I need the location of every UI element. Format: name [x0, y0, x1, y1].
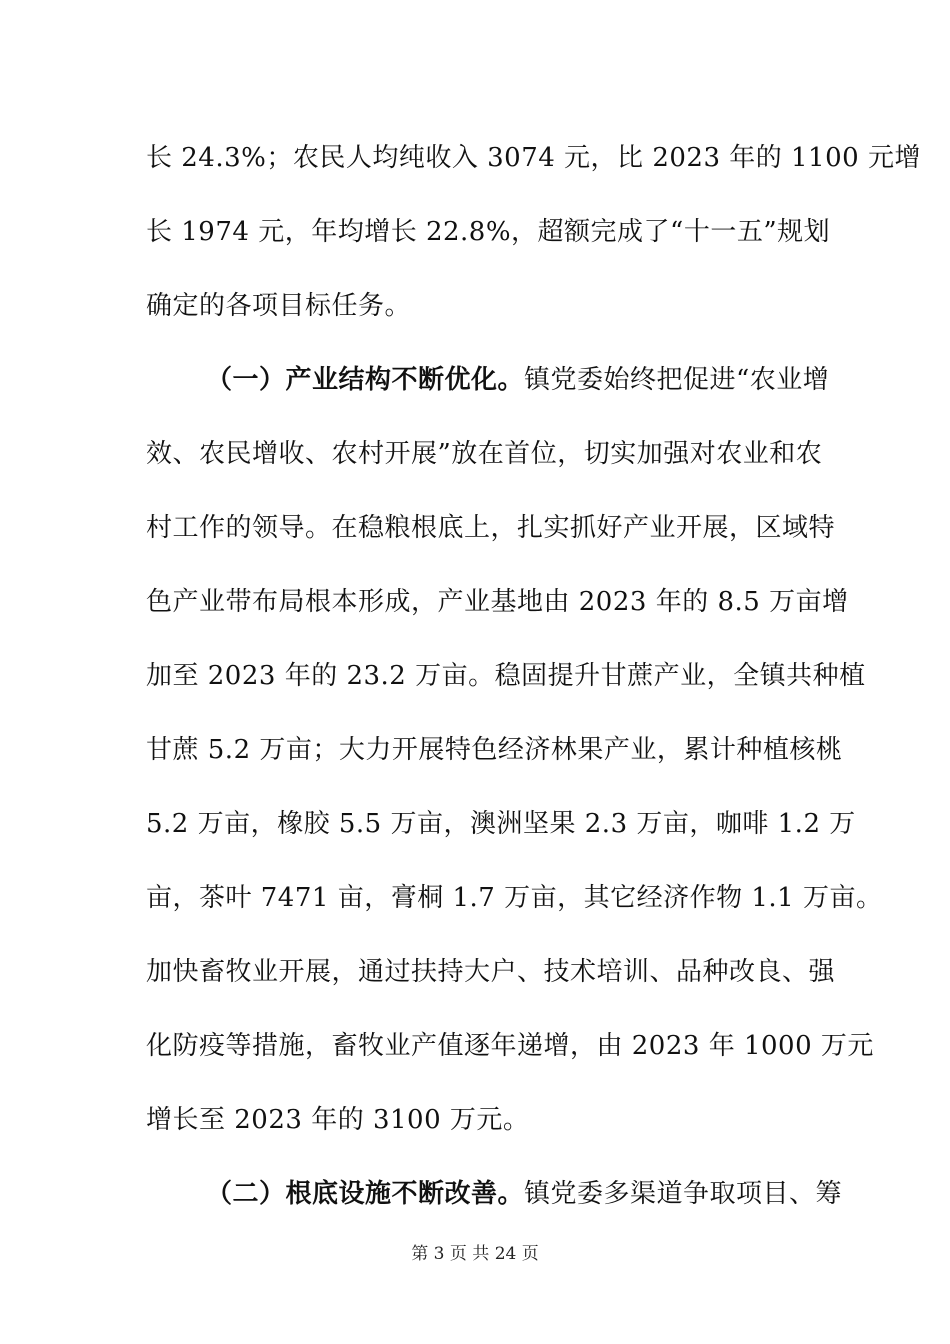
text-line: 效、农民增收、农村开展”放在首位，切实加强对农业和农: [146, 439, 823, 469]
text-line: 色产业带布局根本形成，产业基地由 2023 年的 8.5 万亩增: [146, 587, 849, 617]
paragraph-first-line: [206, 1178, 896, 1210]
text-line: 亩，茶叶 7471 亩，膏桐 1.7 万亩，其它经济作物 1.1 万亩。: [146, 883, 883, 913]
text-line: 村工作的领导。在稳粮根底上，扎实抓好产业开展，区域特: [146, 513, 836, 543]
text-line: 加至 2023 年的 23.2 万亩。稳固提升甘蔗产业，全镇共种植: [146, 661, 866, 691]
section-heading: （二）根底设施不断改善。: [206, 1179, 525, 1209]
text-line: 确定的各项目标任务。: [146, 291, 412, 321]
text-line: 长 1974 元，年均增长 22.8%，超额完成了“十一五”规划: [146, 217, 831, 247]
section-heading: （一）产业结构不断优化。: [206, 365, 525, 395]
text-run: 镇党委多渠道争取项目、筹: [524, 1179, 843, 1209]
text-line: 加快畜牧业开展，通过扶持大户、技术培训、品种改良、强: [146, 957, 836, 987]
text-line: 增长至 2023 年的 3100 万元。: [146, 1105, 530, 1135]
text-line: 化防疫等措施，畜牧业产值逐年递增，由 2023 年 1000 万元: [146, 1031, 874, 1061]
page-number: 第 3 页 共 24 页: [411, 1244, 539, 1264]
text-line: 甘蔗 5.2 万亩；大力开展特色经济林果产业，累计种植核桃: [146, 735, 843, 765]
text-line: 长 24.3%；农民人均纯收入 3074 元，比 2023 年的 1100 元增: [146, 143, 921, 173]
paragraph-first-line: [206, 364, 896, 396]
text-line: 5.2 万亩，橡胶 5.5 万亩，澳洲坚果 2.3 万亩，咖啡 1.2 万: [146, 809, 856, 839]
text-run: 镇党委始终把促进“农业增: [524, 365, 830, 395]
